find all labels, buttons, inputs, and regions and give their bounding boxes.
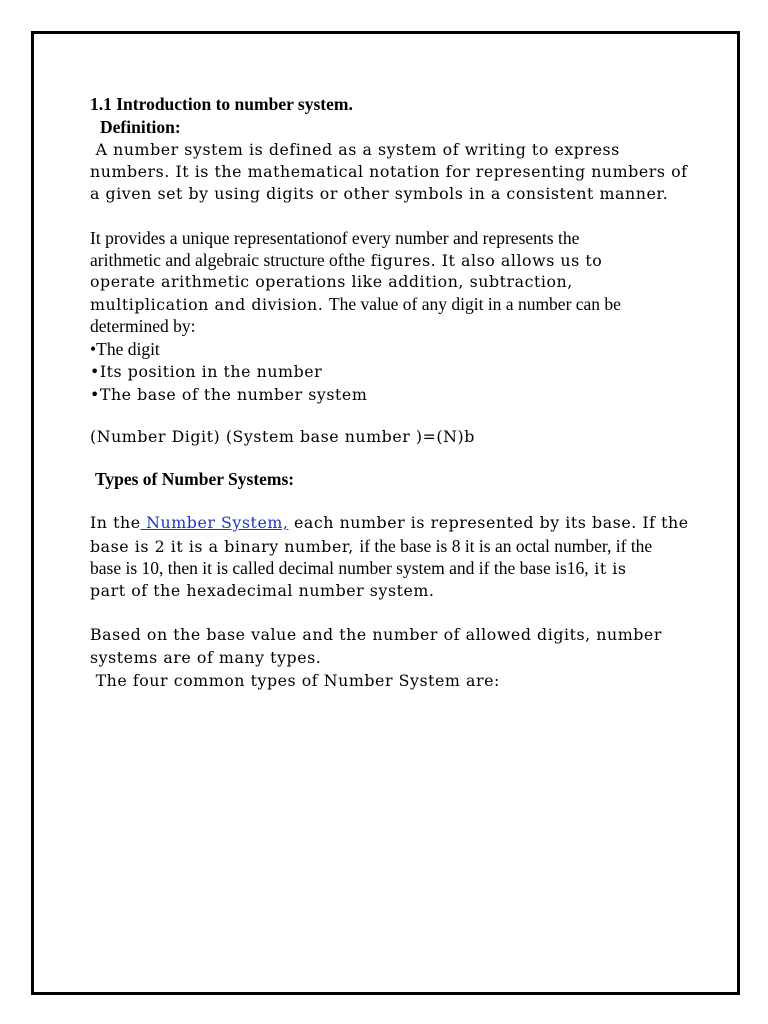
para3-line3 xyxy=(90,558,627,579)
para2-line5: determined by: xyxy=(90,316,196,336)
para3-line2 xyxy=(90,536,652,557)
para2-line3: operate arithmetic operations like addition, subtraction, xyxy=(90,272,573,291)
para3-line4: part of the hexadecimal number system. xyxy=(90,581,435,600)
para1-line3: a given set by using digits or other symbols in a consistent manner. xyxy=(90,184,669,203)
para4-line3: The four common types of Number System are: xyxy=(90,671,500,690)
section-heading: 1.1 Introduction to number system. xyxy=(90,94,353,114)
number-system-link[interactable]: Number System, xyxy=(140,513,289,532)
para3-line2-a: base is 2 it is a binary number, xyxy=(90,537,360,556)
para1-line2: numbers. It is the mathematical notation for representing numbers of xyxy=(90,162,688,181)
formula: (Number Digit) (System base number )=(N)b xyxy=(90,427,475,446)
para2-line2-a: arithmetic and algebraic structure ofthe xyxy=(90,250,366,270)
para2-line2 xyxy=(90,250,602,271)
bullet-item-digit: •The digit xyxy=(90,339,160,359)
para2-line4-b: The value of any digit in a number can be xyxy=(328,294,621,314)
para3-line1 xyxy=(90,513,689,533)
para3-line3-b: it is xyxy=(588,559,627,578)
para3-line3-a: base is 10, then it is called decimal number system and if the base is16, xyxy=(90,558,589,578)
para1-line1: A number system is defined as a system of writing to express xyxy=(90,140,620,159)
types-heading: Types of Number Systems: xyxy=(95,469,295,489)
para4-line2: systems are of many types. xyxy=(90,648,322,667)
para4-line1: Based on the base value and the number of allowed digits, number xyxy=(90,625,662,644)
para2-line4-a: multiplication and division. xyxy=(90,295,329,314)
para3-line1-a: In the xyxy=(90,513,141,532)
para3-line2-b: if the base is 8 it is an octal number, if the xyxy=(359,536,653,556)
para2-line4 xyxy=(90,294,621,315)
para2-line2-b: figures. It also allows us to xyxy=(365,251,603,270)
definition-label: Definition: xyxy=(100,117,181,137)
para3-line1-b: each number is represented by its base. If the xyxy=(288,513,689,532)
bullet-item-base: •The base of the number system xyxy=(90,385,368,404)
bullet-item-position: •Its position in the number xyxy=(90,362,323,381)
para2-line1: It provides a unique representationof every number and represents the xyxy=(90,228,580,248)
